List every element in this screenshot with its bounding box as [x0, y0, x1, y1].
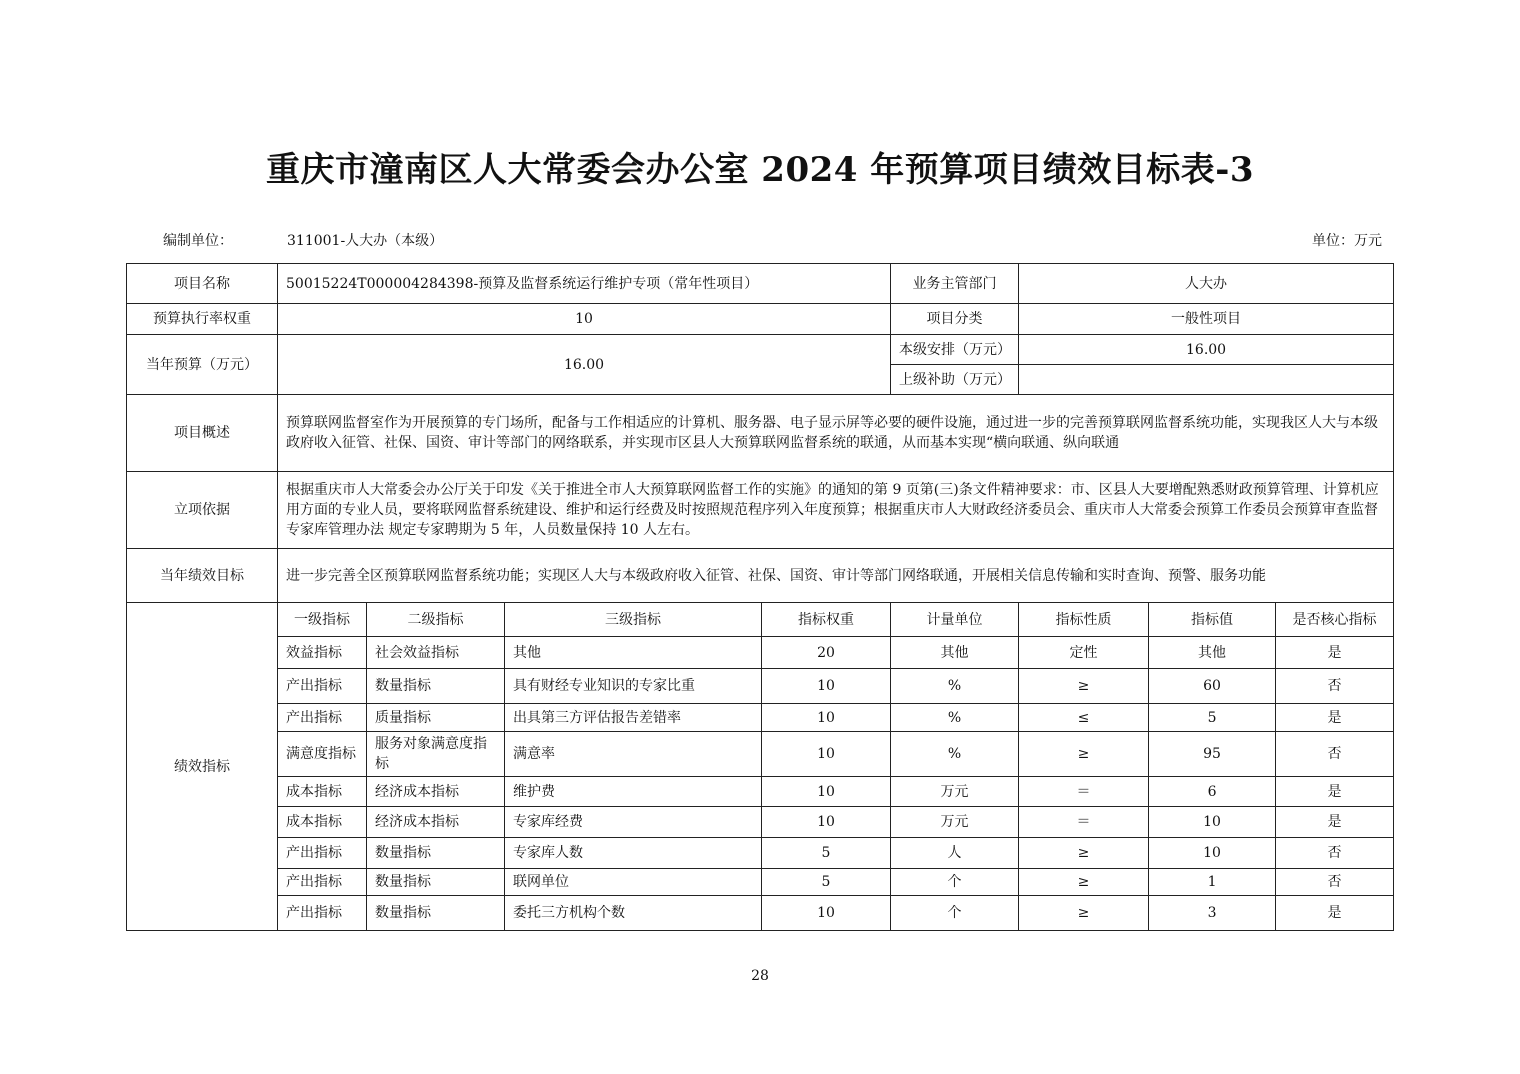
table-row [127, 807, 1394, 838]
project-name-value: 50015224T000004284398-预算及监督系统运行维护专项（常年性项目） [278, 264, 891, 304]
cell-level2: 数量指标 [367, 669, 505, 704]
local-value: 16.00 [1019, 335, 1394, 365]
header-level2: 二级指标 [367, 603, 505, 637]
header-level1: 一级指标 [278, 603, 367, 637]
header-value: 指标值 [1149, 603, 1276, 637]
local-label: 本级安排（万元） [891, 335, 1019, 365]
table-row [127, 896, 1394, 931]
cell-unit: % [891, 669, 1019, 704]
cell-nature: ≥ [1019, 896, 1149, 931]
cell-nature: ≥ [1019, 669, 1149, 704]
cell-level1: 成本指标 [278, 777, 367, 807]
budget-value: 16.00 [278, 335, 891, 395]
cell-value: 1 [1149, 869, 1276, 896]
cell-value: 10 [1149, 807, 1276, 838]
cell-level2: 经济成本指标 [367, 777, 505, 807]
cell-level1: 满意度指标 [278, 732, 367, 777]
cell-weight: 5 [762, 838, 891, 869]
overview-value: 预算联网监督室作为开展预算的专门场所，配备与工作相适应的计算机、服务器、电子显示屏等必要的硬件设施，通过进一步的完善预算联网监督系统功能，实现我区人大与本级政府收入征管、社保、国资、审计等部门的网络联系，并实现市区县人大预算联网监督系统的联通，从而基本实现“横向联通、纵向联通 [278, 395, 1394, 472]
cell-level3: 满意率 [505, 732, 762, 777]
cell-value: 6 [1149, 777, 1276, 807]
cell-value: 10 [1149, 838, 1276, 869]
cell-level1: 效益指标 [278, 637, 367, 669]
cell-level3: 委托三方机构个数 [505, 896, 762, 931]
cell-level1: 成本指标 [278, 807, 367, 838]
cell-level1: 产出指标 [278, 704, 367, 732]
cell-nature: ≥ [1019, 838, 1149, 869]
cell-core: 是 [1276, 807, 1394, 838]
cell-value: 95 [1149, 732, 1276, 777]
cell-nature: ≤ [1019, 704, 1149, 732]
cell-level2: 服务对象满意度指标 [367, 732, 505, 777]
cell-weight: 10 [762, 807, 891, 838]
cell-level3: 具有财经专业知识的专家比重 [505, 669, 762, 704]
weight-value: 10 [278, 304, 891, 335]
cell-level1: 产出指标 [278, 838, 367, 869]
dept-value: 人大办 [1019, 264, 1394, 304]
cell-level2: 社会效益指标 [367, 637, 505, 669]
header-weight: 指标权重 [762, 603, 891, 637]
table-row [127, 869, 1394, 896]
cell-level3: 维护费 [505, 777, 762, 807]
indicators-label: 绩效指标 [127, 603, 278, 931]
cell-level1: 产出指标 [278, 669, 367, 704]
project-name-label: 项目名称 [127, 264, 278, 304]
unit-label: 编制单位： [163, 233, 233, 249]
performance-table [126, 263, 1394, 931]
cell-weight: 20 [762, 637, 891, 669]
upper-label: 上级补助（万元） [891, 365, 1019, 395]
cell-core: 是 [1276, 704, 1394, 732]
header-core: 是否核心指标 [1276, 603, 1394, 637]
cell-level1: 产出指标 [278, 896, 367, 931]
cell-weight: 10 [762, 777, 891, 807]
cell-unit: 个 [891, 869, 1019, 896]
header-level3: 三级指标 [505, 603, 762, 637]
cell-weight: 10 [762, 704, 891, 732]
cell-weight: 5 [762, 869, 891, 896]
cell-level2: 数量指标 [367, 896, 505, 931]
cell-unit: 人 [891, 838, 1019, 869]
cell-unit: 其他 [891, 637, 1019, 669]
cell-level2: 经济成本指标 [367, 807, 505, 838]
table-row [127, 669, 1394, 704]
cell-value: 5 [1149, 704, 1276, 732]
cell-level3: 专家库人数 [505, 838, 762, 869]
cell-core: 否 [1276, 669, 1394, 704]
cell-unit: % [891, 704, 1019, 732]
unit-value: 311001-人大办（本级） [287, 233, 444, 249]
page-title: 重庆市潼南区人大常委会办公室 2024 年预算项目绩效目标表-3 [265, 150, 1255, 190]
cell-level3: 其他 [505, 637, 762, 669]
cell-unit: % [891, 732, 1019, 777]
cell-core: 否 [1276, 732, 1394, 777]
cell-core: 是 [1276, 896, 1394, 931]
basis-value: 根据重庆市人大常委会办公厅关于印发《关于推进全市人大预算联网监督工作的实施》的通知的第 9 页第(三)条文件精神要求：市、区县人大要增配熟悉财政预算管理、计算机应用方面的专业人员，要将联网监督系统建设、维护和运行经费及时按照规范程序列入年度预算；根据重庆市人大财政经济委员会、重庆市人大常委会预算工作委员会预算审查监督专家库管理办法 规定专家聘期为 5 年，人员数量保持 10 人左右。 [278, 472, 1394, 549]
cell-core: 是 [1276, 777, 1394, 807]
cell-unit: 个 [891, 896, 1019, 931]
page-number: 28 [751, 968, 769, 984]
cell-core: 否 [1276, 869, 1394, 896]
cell-unit: 万元 [891, 777, 1019, 807]
cell-core: 是 [1276, 637, 1394, 669]
cell-nature: ≥ [1019, 732, 1149, 777]
table-row [127, 777, 1394, 807]
table-row [127, 704, 1394, 732]
cell-level2: 数量指标 [367, 869, 505, 896]
cell-nature: ＝ [1019, 807, 1149, 838]
overview-label: 项目概述 [127, 395, 278, 472]
goal-value: 进一步完善全区预算联网监督系统功能；实现区人大与本级政府收入征管、社保、国资、审计等部门网络联通，开展相关信息传输和实时查询、预警、服务功能 [278, 549, 1394, 603]
cell-core: 否 [1276, 838, 1394, 869]
cell-nature: 定性 [1019, 637, 1149, 669]
header-nature: 指标性质 [1019, 603, 1149, 637]
header-unit: 计量单位 [891, 603, 1019, 637]
cell-value: 其他 [1149, 637, 1276, 669]
cell-level2: 质量指标 [367, 704, 505, 732]
cell-nature: ≥ [1019, 869, 1149, 896]
dept-label: 业务主管部门 [891, 264, 1019, 304]
cell-weight: 10 [762, 896, 891, 931]
table-row [127, 637, 1394, 669]
goal-label: 当年绩效目标 [127, 549, 278, 603]
cell-level3: 出具第三方评估报告差错率 [505, 704, 762, 732]
cell-weight: 10 [762, 669, 891, 704]
budget-label: 当年预算（万元） [127, 335, 278, 395]
table-row [127, 838, 1394, 869]
upper-value [1019, 365, 1394, 395]
category-value: 一般性项目 [1019, 304, 1394, 335]
table-row [127, 732, 1394, 777]
cell-nature: ＝ [1019, 777, 1149, 807]
weight-label: 预算执行率权重 [127, 304, 278, 335]
cell-weight: 10 [762, 732, 891, 777]
cell-level1: 产出指标 [278, 869, 367, 896]
category-label: 项目分类 [891, 304, 1019, 335]
cell-value: 60 [1149, 669, 1276, 704]
cell-unit: 万元 [891, 807, 1019, 838]
basis-label: 立项依据 [127, 472, 278, 549]
cell-level3: 专家库经费 [505, 807, 762, 838]
cell-value: 3 [1149, 896, 1276, 931]
cell-level3: 联网单位 [505, 869, 762, 896]
cell-level2: 数量指标 [367, 838, 505, 869]
currency-unit: 单位：万元 [1312, 233, 1382, 249]
